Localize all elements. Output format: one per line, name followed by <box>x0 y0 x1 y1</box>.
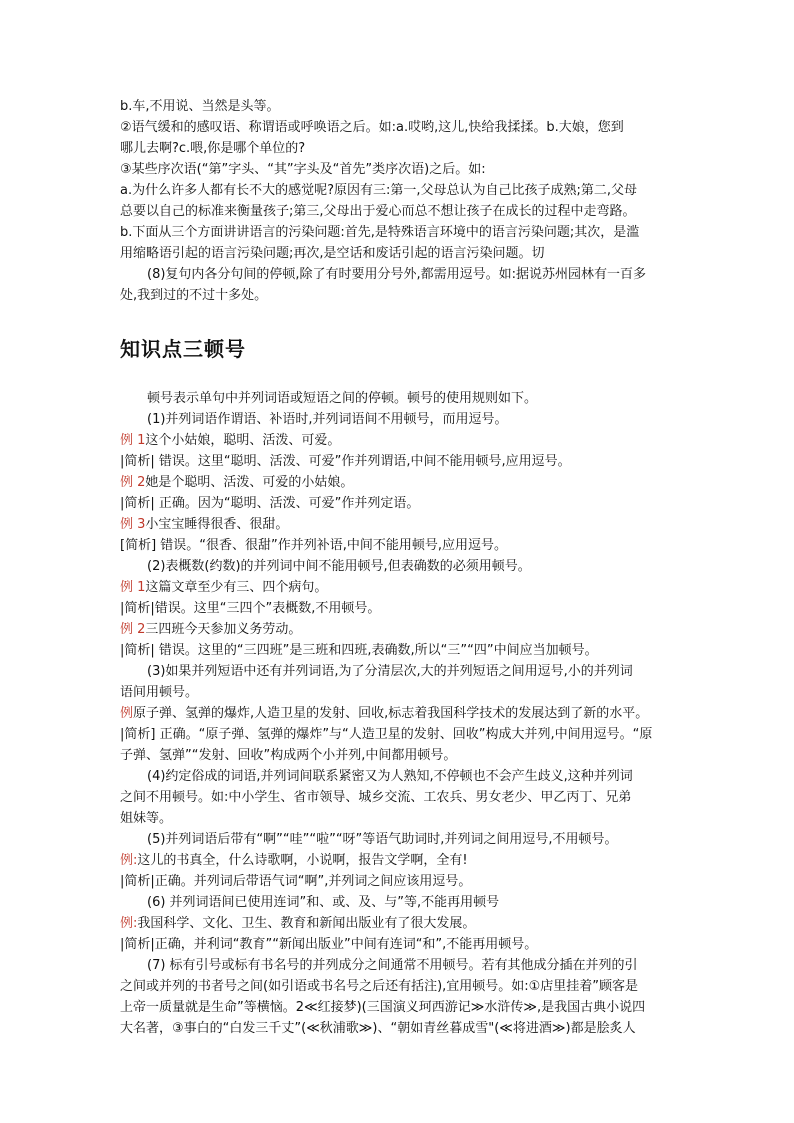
text-line <box>120 472 680 493</box>
text-line <box>120 829 680 850</box>
text-line <box>120 766 680 787</box>
text-line <box>120 430 680 451</box>
text-line <box>120 871 680 892</box>
line-text: 我国科学、文化、卫生、教育和新闻出版业有了很大发展。 <box>137 916 476 931</box>
line-text: 小宝宝睡得很香、很甜。 <box>145 517 289 532</box>
line-text: (2)表概数(约数)的并列词中间不能用顿号,但表确数的必须用顿号。 <box>147 559 531 574</box>
line-text: |简析|错误。这里“三四个”表概数,不用顿号。 <box>120 601 381 616</box>
line-text: 这篇文章至少有三、四个病句。 <box>145 580 328 595</box>
intro-paragraph: 顿号表示单句中并列词语或短语之间的停顿。顿号的使用规则如下。 <box>147 391 538 406</box>
line-text: 大名著，③事白的“白发三千丈”(≪秋浦歌≫)、“朝如青丝暮成雪"(≪将进酒≫)都是脍炙人 <box>120 1021 636 1036</box>
text-line <box>120 787 680 808</box>
section-dunhao <box>120 388 680 1039</box>
line-text: |简析| 错误。这里“聪明、活泼、可爱”作并列谓语,中间不能用顿号,应用逗号。 <box>120 454 571 469</box>
example-label: 例 2 <box>120 622 146 637</box>
text-line <box>120 535 680 556</box>
line-text: (4)约定俗成的词语,并列词间联系紧密又为人熟知,不停顿也不会产生歧义,这种并列词 <box>147 769 633 784</box>
line-text: 子弹、氢弹”“发射、回收”构成两个小并列,中间都用顿号。 <box>120 748 457 763</box>
example-label: 例 2 <box>120 475 146 490</box>
text-line <box>120 514 680 535</box>
line-text: b.车,不用说、当然是头等。 <box>120 99 280 114</box>
line-text: |简析|正确，并利词“教育”“新闻出版业”中间有连词“和”,不能再用顿号。 <box>120 937 538 952</box>
line-text: 三四班今天参加义务劳动。 <box>145 622 302 637</box>
text-line <box>120 96 680 117</box>
text-line <box>120 745 680 766</box>
line-text: (7) 标有引号或标有书名号的并列成分之间通常不用顿号。若有其他成分插在并列的引 <box>147 958 638 973</box>
line-text: (1)并列词语作谓语、补语时,并列词语间不用顿号，而用逗号。 <box>147 412 508 427</box>
section-heading: 知识点三顿号 <box>120 337 246 361</box>
line-text: |简析|正确。并列词后带语气词“啊”,并列词之间应该用逗号。 <box>120 874 472 889</box>
text-line <box>120 850 680 871</box>
example-label: 例: <box>120 916 138 931</box>
text-line <box>120 997 680 1018</box>
text-line <box>120 703 680 724</box>
text-line <box>120 180 680 201</box>
text-line <box>120 1018 680 1039</box>
text-line <box>120 222 680 243</box>
text-line <box>120 243 680 264</box>
dunhao-rules <box>120 409 680 1039</box>
line-text: (6) 并列词语间已使用连词”和、或、及、与”等,不能再用顿号 <box>147 895 500 910</box>
text-line <box>120 892 680 913</box>
line-text: |简析| 正确。因为“聪明、活泼、可爱”作并列定语。 <box>120 496 420 511</box>
example-label: 例 3 <box>120 517 146 532</box>
text-line <box>120 285 680 306</box>
text-line <box>120 451 680 472</box>
text-line <box>120 577 680 598</box>
line-text: 这儿的书真全，什么诗歌啊，小说啊，报告文学啊，全有! <box>137 853 468 868</box>
text-line <box>120 201 680 222</box>
line-text: 语间用顿号。 <box>120 685 199 700</box>
line-text: 她是个聪明、活泼、可爱的小姑娘。 <box>145 475 354 490</box>
line-text: (8)复句内各分句间的停顿,除了有时要用分号外,都需用逗号。如:据说苏州园林有一百多 <box>147 267 647 282</box>
text-line <box>120 976 680 997</box>
text-line <box>120 159 680 180</box>
text-line <box>120 493 680 514</box>
text-line <box>120 934 680 955</box>
line-text: 总要以自己的标准来衡量孩子;第三,父母出于爱心而总不想让孩子在成长的过程中走弯路。 <box>120 204 636 219</box>
text-line <box>120 913 680 934</box>
line-text: 原子弹、氢弹的爆炸,人造卫星的发射、回收,标志着我国科学技术的发展达到了新的水平。 <box>133 706 649 721</box>
section-punctuation-comma-cases <box>120 96 680 306</box>
text-line <box>120 619 680 640</box>
text-line <box>120 682 680 703</box>
text-line <box>120 409 680 430</box>
text-line <box>120 117 680 138</box>
line-text: |简析| 错误。这里的“三四班”是三班和四班,表确数,所以“三”“四”中间应当加顿号。 <box>120 643 598 658</box>
line-text: a.为什么许多人都有长不大的感觉呢?原因有三:第一,父母总认为自己比孩子成熟;第二,父母 <box>120 183 638 198</box>
line-text: 处,我到过的不过十多处。 <box>120 288 268 303</box>
line-text: (3)如果并列短语中还有并列词语,为了分清层次,大的并列短语之间用逗号,小的并列词 <box>147 664 633 679</box>
line-text: 用缩略语引起的语言污染问题;再次,是空话和废话引起的语言污染问题。切 <box>120 246 545 261</box>
text-line <box>120 955 680 976</box>
line-text: 哪儿去啊?c.喂,你是哪个单位的? <box>120 141 306 156</box>
line-text: 之间不用顿号。如:中小学生、省市领导、城乡交流、工农兵、男女老少、甲乙丙丁、兄弟 <box>120 790 632 805</box>
line-text: ③某些序次语(“第”字头、“其”字头及“首先”类序次语)之后。如: <box>120 162 486 177</box>
example-label: 例 1 <box>120 433 146 448</box>
line-text: (5)并列词语后带有“啊”“哇”“啦”“呀”等语气助词时,并列词之间用逗号,不用顿号。 <box>147 832 618 847</box>
text-line <box>120 808 680 829</box>
example-label: 例 1 <box>120 580 146 595</box>
line-text: 之间或并列的书者号之间(如引语或书名号之后还有括注),宜用顿号。如:①店里挂着”顾客是 <box>120 979 639 994</box>
text-line <box>120 556 680 577</box>
line-text: [简析] 错误。“很香、很甜”作并列补语,中间不能用顿号,应用逗号。 <box>120 538 508 553</box>
text-line <box>120 661 680 682</box>
line-text: 上帝一质量就是生命”等横恼。2≪红接梦)(三国演义珂西游记≫水浒传≫,是我国古典小说四 <box>120 1000 646 1015</box>
line-text: |简析] 正确。“原子弹、氢弹的爆炸”与“人造卫星的发射、回收”构成大并列,中间用逗号。“原 <box>120 727 653 742</box>
example-label: 例: <box>120 853 138 868</box>
example-label: 例 <box>120 706 134 721</box>
text-line <box>120 264 680 285</box>
line-text: ②语气缓和的感叹语、称谓语或呼唤语之后。如:a.哎哟,这儿,快给我揉揉。b.大娘，您到 <box>120 120 624 135</box>
text-line <box>120 724 680 745</box>
line-text: b.下面从三个方面讲讲语言的污染问题:首先,是特殊语言环境中的语言污染问题;其次，是滥 <box>120 225 640 240</box>
line-text: 姐妹等。 <box>120 811 173 826</box>
line-text: 这个小姑娘，聪明、活泼、可爱。 <box>145 433 341 448</box>
text-line <box>120 598 680 619</box>
text-line <box>120 138 680 159</box>
text-line <box>120 640 680 661</box>
document-page <box>120 96 680 1039</box>
